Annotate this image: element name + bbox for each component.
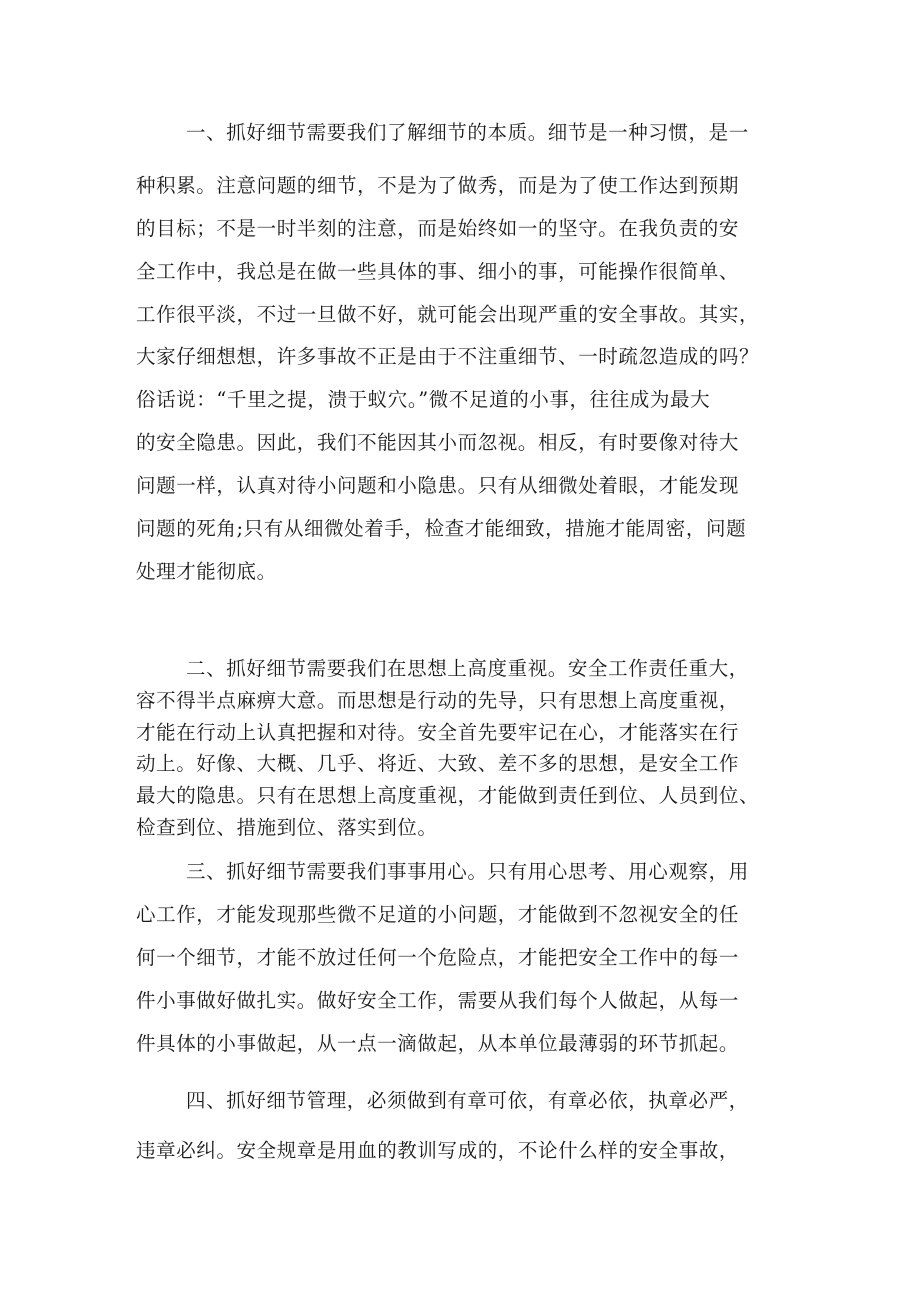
paragraph-1-line: 的安全隐患。因此，我们不能因其小而忽视。相反，有时要像对待大 [136,431,740,454]
paragraph-1-line: 问题的死角;只有从细微处着手，检查才能细致，措施才能周密，问题 [136,517,747,540]
paragraph-1-line: 处理才能彻底。 [136,560,277,583]
paragraph-3-line: 何一个细节，才能不放过任何一个危险点，才能把安全工作中的每一 [136,946,740,969]
paragraph-2-line: 动上。好像、大概、几乎、将近、大致、差不多的思想，是安全工作 [136,752,740,775]
paragraph-1-line: 种积累。注意问题的细节，不是为了做秀，而是为了使工作达到预期 [136,174,740,197]
paragraph-4-line: 违章必纠。安全规章是用血的教训写成的，不论什么样的安全事故， [136,1139,740,1162]
paragraph-1-line: 的目标；不是一时半刻的注意，而是始终如一的坚守。在我负责的安 [136,217,740,240]
paragraph-1-line: 全工作中，我总是在做一些具体的事、细小的事，可能操作很简单、 [136,260,740,283]
paragraph-1-line: 工作很平淡，不过一旦做不好，就可能会出现严重的安全事故。其实， [136,303,760,326]
paragraph-4-line: 四、抓好细节管理，必须做到有章可依，有章必依，执章必严， [186,1089,749,1112]
paragraph-3-line: 件小事做好做扎实。做好安全工作，需要从我们每个人做起，从每一 [136,989,740,1012]
paragraph-1-line: 一、抓好细节需要我们了解细节的本质。细节是一种习惯，是一 [186,121,749,144]
paragraph-1-line: 问题一样，认真对待小问题和小隐患。只有从细微处着眼，才能发现 [136,474,740,497]
paragraph-2-line: 检查到位、措施到位、落实到位。 [136,816,438,839]
paragraph-3-line: 心工作，才能发现那些微不足道的小问题，才能做到不忽视安全的任 [136,903,740,926]
paragraph-1-line: 大家仔细想想，许多事故不正是由于不注重细节、一时疏忽造成的吗？ [136,345,760,368]
paragraph-3-line: 三、抓好细节需要我们事事用心。只有用心思考、用心观察，用 [186,860,749,883]
paragraph-2-line: 容不得半点麻痹大意。而思想是行动的先导，只有思想上高度重视， [136,689,740,712]
paragraph-2-line: 二、抓好细节需要我们在思想上高度重视。安全工作责任重大， [186,657,749,680]
paragraph-3-line: 件具体的小事做起，从一点一滴做起，从本单位最薄弱的环节抓起。 [136,1032,740,1055]
paragraph-2-line: 最大的隐患。只有在思想上高度重视，才能做到责任到位、人员到位、 [136,784,760,807]
paragraph-1-line: 俗话说：“千里之提，溃于蚁穴。”微不足道的小事，往往成为最大 [136,388,711,411]
paragraph-2-line: 才能在行动上认真把握和对待。安全首先要牢记在心，才能落实在行 [136,721,740,744]
